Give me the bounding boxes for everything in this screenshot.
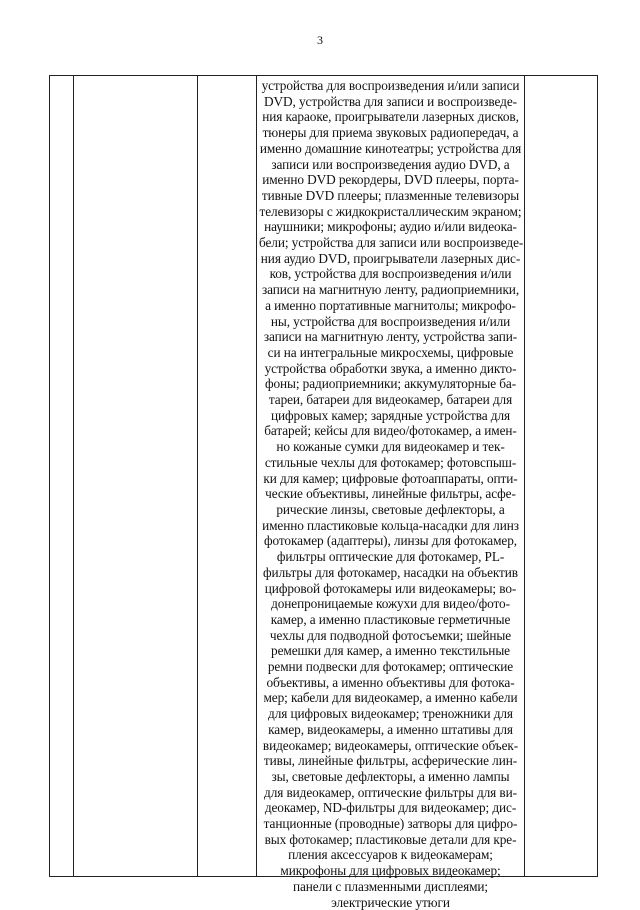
goods-text-line: зы, световые дефлекторы, а именно лампы: [271, 768, 510, 784]
goods-text-line: тюнеры для приема звуковых радиопередач, а: [262, 125, 519, 141]
goods-text-line: фильтры оптические для фотокамер, PL-: [276, 549, 505, 565]
goods-text-line: фильтры для фотокамер, насадки на объектив: [263, 564, 518, 580]
goods-text-line: пления аксессуаров к видеокамерам;: [288, 847, 493, 863]
goods-text-line: чехлы для подводной фотосъемки; шейные: [269, 627, 512, 643]
goods-text-line: тивы, линейные фильтры, асферические лин-: [263, 753, 518, 769]
column-divider: [73, 76, 74, 876]
goods-text-line: ремешки для камер, а именно текстильные: [271, 643, 510, 659]
column-divider: [197, 76, 198, 876]
goods-text-line: ки для камер; цифровые фотоаппараты, опти-: [263, 470, 518, 486]
goods-text-line: рические линзы, световые дефлекторы, а: [276, 501, 505, 517]
goods-text-line: тивные DVD плееры; плазменные телевизоры: [261, 187, 520, 203]
goods-text-line: объективы, а именно объективы для фотока-: [266, 674, 515, 690]
goods-text-line: танционные (проводные) затворы для цифро-: [263, 816, 518, 832]
goods-text-line: а именно портативные магнитолы; микрофо-: [265, 297, 516, 313]
goods-text-line: ния караоке, проигрыватели лазерных дисков,: [262, 109, 519, 125]
goods-text-line: устройства для воспроизведения и/или записи: [261, 78, 520, 93]
goods-text-line: деокамер, ND-фильтры для видеокамер; дис-: [264, 800, 517, 816]
goods-text-line: записи или воспроизведения аудио DVD, а: [271, 156, 510, 172]
goods-text-line: именно пластиковые кольца-насадки для линз: [262, 517, 519, 533]
goods-text-line: электрические утюги: [331, 894, 450, 910]
goods-text-line: именно домашние кинотеатры; устройства для: [259, 140, 522, 156]
goods-text-line: телевизоры с жидкокристаллическим экраном;: [259, 203, 522, 219]
goods-text-line: DVD, устройства для записи и воспроизведе-: [264, 93, 517, 109]
goods-text-line: ков, устройства для воспроизведения и/или: [269, 266, 512, 282]
goods-text-line: цифровых камер; зарядные устройства для: [270, 407, 511, 423]
goods-text-line: камер, видеокамеры, а именно штативы для: [268, 721, 513, 737]
goods-text-line: тареи, батареи для видеокамер, батареи для: [268, 392, 513, 408]
goods-text-line: микрофоны для цифровых видеокамер;: [280, 863, 501, 879]
goods-text-line: донепроницаемые кожухи для видео/фото-: [271, 596, 510, 612]
goods-text-line: панели с плазменными дисплеями;: [292, 878, 489, 894]
goods-text-line: вых фотокамер; пластиковые детали для кре-: [264, 831, 517, 847]
column-divider: [524, 76, 525, 876]
goods-text-line: видеокамер; видеокамеры, оптические объек-: [262, 737, 519, 753]
goods-text-line: мер; кабели для видеокамер, а именно кабели: [263, 690, 518, 706]
goods-text-line: но кожаные сумки для видеокамер и тек-: [276, 439, 505, 455]
goods-text-line: батарей; кейсы для видео/фотокамер, а имен-: [264, 423, 517, 439]
goods-text-line: ния аудио DVD, проигрыватели лазерных дис-: [260, 250, 521, 266]
goods-text-line: ческие объективы, линейные фильтры, асфе-: [265, 486, 516, 502]
goods-text-line: наушники; микрофоны; аудио и/или видеока-: [264, 219, 517, 235]
goods-text-line: си на интегральные микросхемы, цифровые: [267, 344, 514, 360]
goods-text-line: устройства обработки звука, а именно дикто-: [264, 360, 517, 376]
goods-text-line: стильные чехлы для фотокамер; фотовспыш-: [264, 454, 517, 470]
goods-text-line: ны, устройства для воспроизведения и/или: [270, 313, 511, 329]
goods-table: [49, 75, 598, 910]
goods-text-line: бели; устройства для записи или воспроизведе-: [259, 235, 524, 251]
goods-list-cell: [259, 78, 522, 910]
goods-text-line: цифровой фотокамеры или видеокамеры; во-: [264, 580, 517, 596]
goods-text-line: камер, а именно пластиковые герметичные: [270, 611, 511, 627]
goods-text-line: записи на магнитную ленту, устройства запи-: [263, 329, 518, 345]
goods-text-line: именно DVD рекордеры, DVD плееры, порта-: [262, 172, 519, 188]
goods-text-line: ремни подвески для фотокамер; оптические: [267, 659, 514, 675]
goods-text-line: для видеокамер, оптические фильтры для ви-: [264, 784, 517, 800]
goods-text-line: записи на магнитную ленту, радиоприемники,: [261, 282, 520, 298]
goods-text-line: фоны; радиоприемники; аккумуляторные ба-: [264, 376, 517, 392]
goods-text-line: фотокамер (адаптеры), линзы для фотокамер,: [264, 533, 517, 549]
column-divider: [256, 76, 257, 876]
goods-text-line: для цифровых видеокамер; треножники для: [268, 706, 513, 722]
page-number: 3: [317, 33, 323, 47]
